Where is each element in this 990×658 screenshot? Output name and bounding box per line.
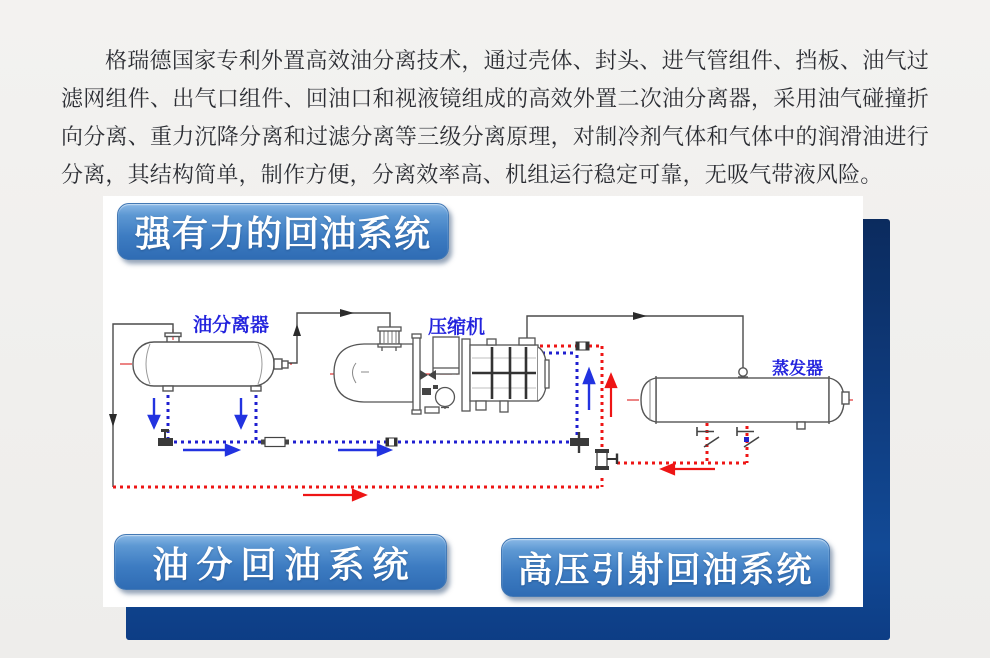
oil-separator-drawing (133, 333, 288, 391)
valve-icon (158, 438, 173, 446)
oil-separator-label: 油分离器 (193, 315, 270, 336)
title-banner: 强有力的回油系统 (117, 203, 449, 260)
oil-return-banner: 油分回油系统 (114, 534, 447, 590)
filter-icon (265, 438, 285, 447)
evaporator-label: 蒸发器 (772, 359, 823, 378)
intro-paragraph: 格瑞德国家专利外置高效油分离技术，通过壳体、封头、进气管组件、挡板、油气过滤网组件、出气口组件、回油口和视液镜组成的高效外置二次油分离器，采用油气碰撞折向分离、重力沉降分离和过滤分离等三级分离原理，对制冷剂气体和气体中的润滑油进行分离，其结构简单，制作方便，分离效率高、机组运行稳定可靠，无吸气带液风险。 (61, 48, 929, 187)
high-pressure-banner: 高压引射回油系统 (501, 538, 830, 597)
compressor-drawing (334, 327, 549, 414)
angle-valve-icon (595, 449, 617, 470)
compressor-label: 压缩机 (428, 317, 486, 338)
